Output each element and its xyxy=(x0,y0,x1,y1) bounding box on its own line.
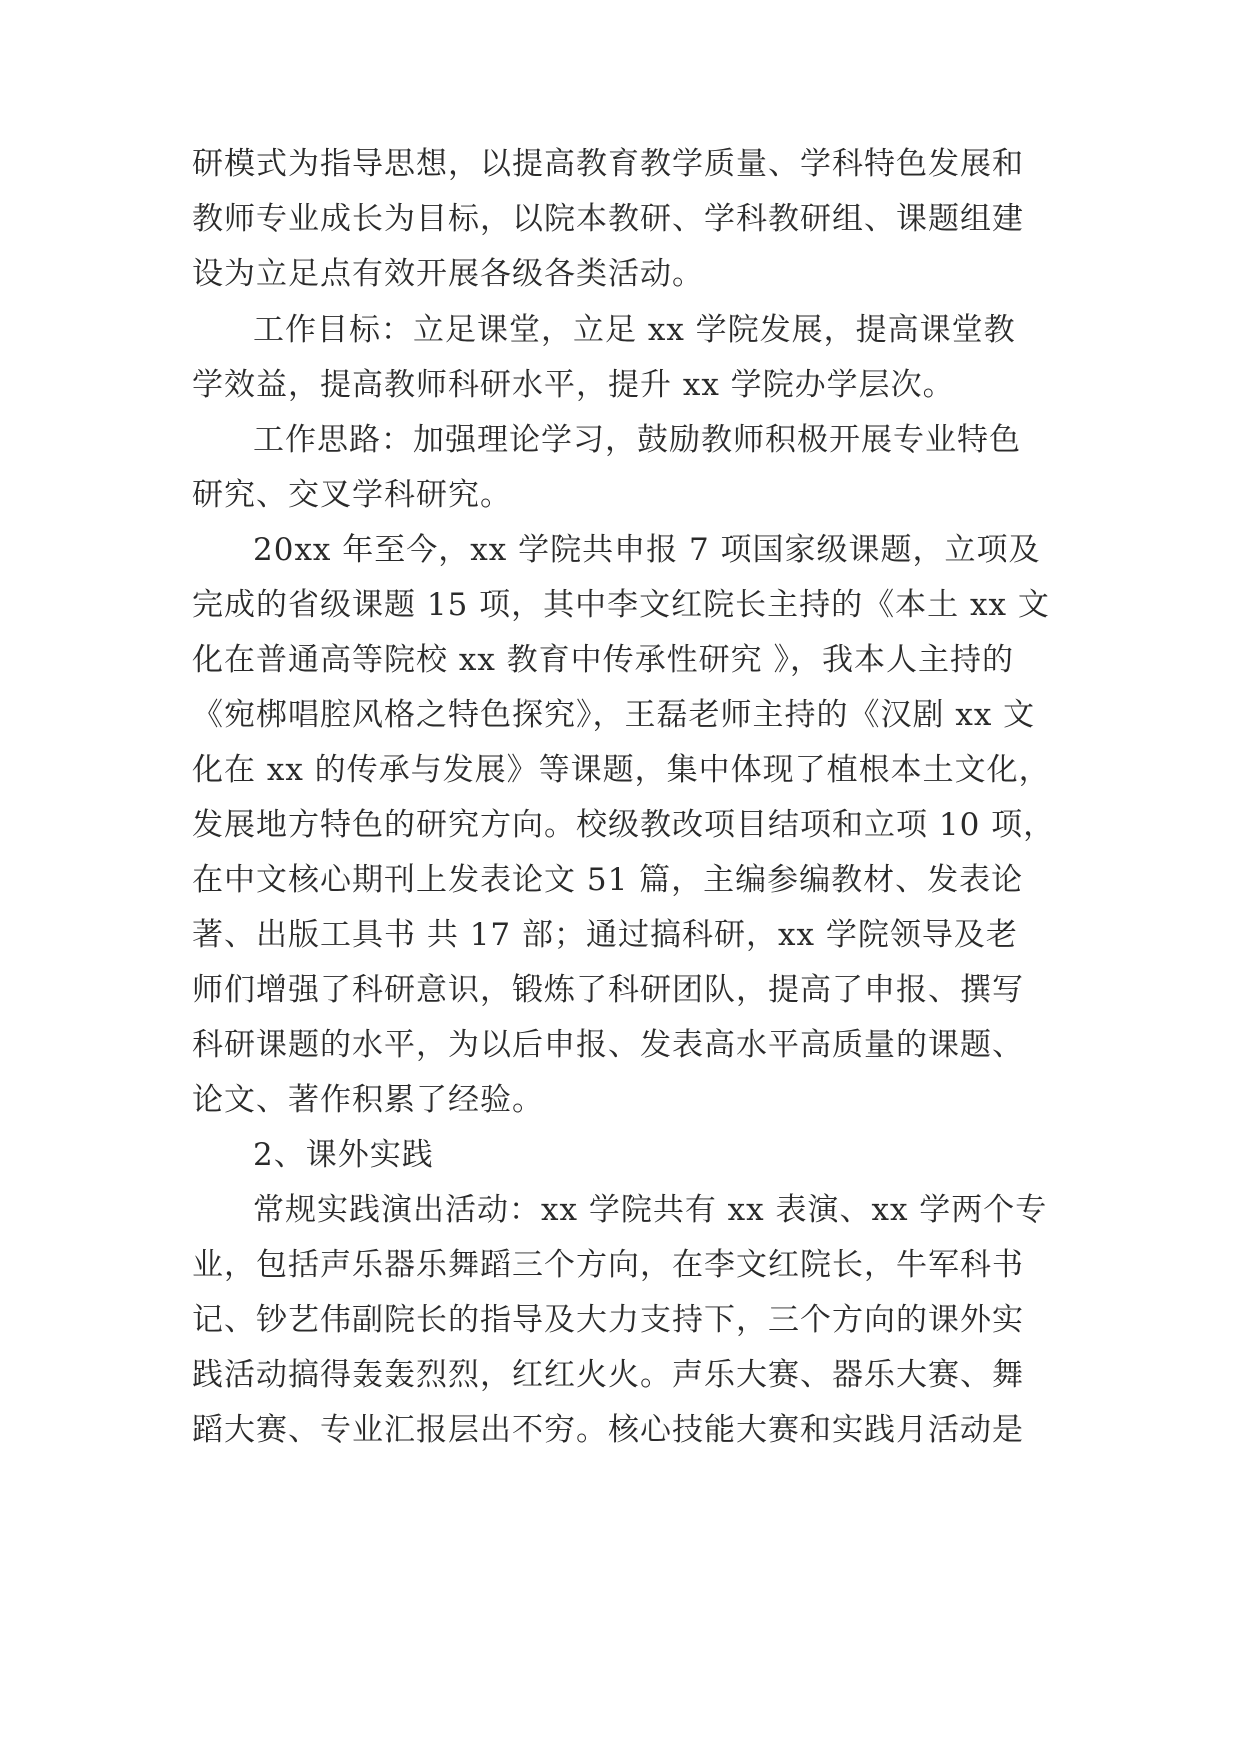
text-line: 蹈大赛、专业汇报层出不穷。核心技能大赛和实践月活动是 xyxy=(192,1412,1024,1448)
text-line: 践活动搞得轰轰烈烈，红红火火。声乐大赛、器乐大赛、舞 xyxy=(192,1357,1024,1393)
text-line: 教师专业成长为目标，以院本教研、学科教研组、课题组建 xyxy=(192,201,1024,237)
text-line: 学效益，提高教师科研水平，提升 xx 学院办学层次。 xyxy=(192,367,955,403)
text-line: 发展地方特色的研究方向。校级教改项目结项和立项 10 项， xyxy=(192,807,1056,843)
text-line: 完成的省级课题 15 项，其中李文红院长主持的《本土 xx 文 xyxy=(192,587,1050,623)
text-line: 化在普通高等院校 xx 教育中传承性研究 》，我本人主持的 xyxy=(192,642,1015,678)
section-heading: 2、课外实践 xyxy=(253,1137,434,1173)
text-line: 论文、著作积累了经验。 xyxy=(192,1082,544,1118)
text-line: 记、钞艺伟副院长的指导及大力支持下，三个方向的课外实 xyxy=(192,1302,1024,1338)
text-line: 化在 xx 的传承与发展》等课题，集中体现了植根本土文化， xyxy=(192,752,1051,788)
paragraph-first-line: 工作目标：立足课堂，立足 xx 学院发展，提高课堂教 xyxy=(253,312,1016,348)
text-line: 《宛梆唱腔风格之特色探究》，王磊老师主持的《汉剧 xx 文 xyxy=(192,697,1036,733)
text-line: 科研课题的水平，为以后申报、发表高水平高质量的课题、 xyxy=(192,1027,1024,1063)
text-line: 研模式为指导思想，以提高教育教学质量、学科特色发展和 xyxy=(192,146,1024,182)
text-line: 研究、交叉学科研究。 xyxy=(192,477,512,513)
text-line: 业，包括声乐器乐舞蹈三个方向，在李文红院长，牛军科书 xyxy=(192,1247,1024,1283)
text-line: 在中文核心期刊上发表论文 51 篇，主编参编教材、发表论 xyxy=(192,862,1024,898)
paragraph-first-line: 常规实践演出活动：xx 学院共有 xx 表演、xx 学两个专 xyxy=(253,1192,1048,1228)
text-line: 著、出版工具书 共 17 部；通过搞科研，xx 学院领导及老 xyxy=(192,917,1018,953)
paragraph-first-line: 20xx 年至今，xx 学院共申报 7 项国家级课题，立项及 xyxy=(253,532,1041,568)
text-line: 师们增强了科研意识，锻炼了科研团队，提高了申报、撰写 xyxy=(192,972,1024,1008)
paragraph-first-line: 工作思路：加强理论学习，鼓励教师积极开展专业特色 xyxy=(253,422,1021,458)
text-line: 设为立足点有效开展各级各类活动。 xyxy=(192,256,704,292)
